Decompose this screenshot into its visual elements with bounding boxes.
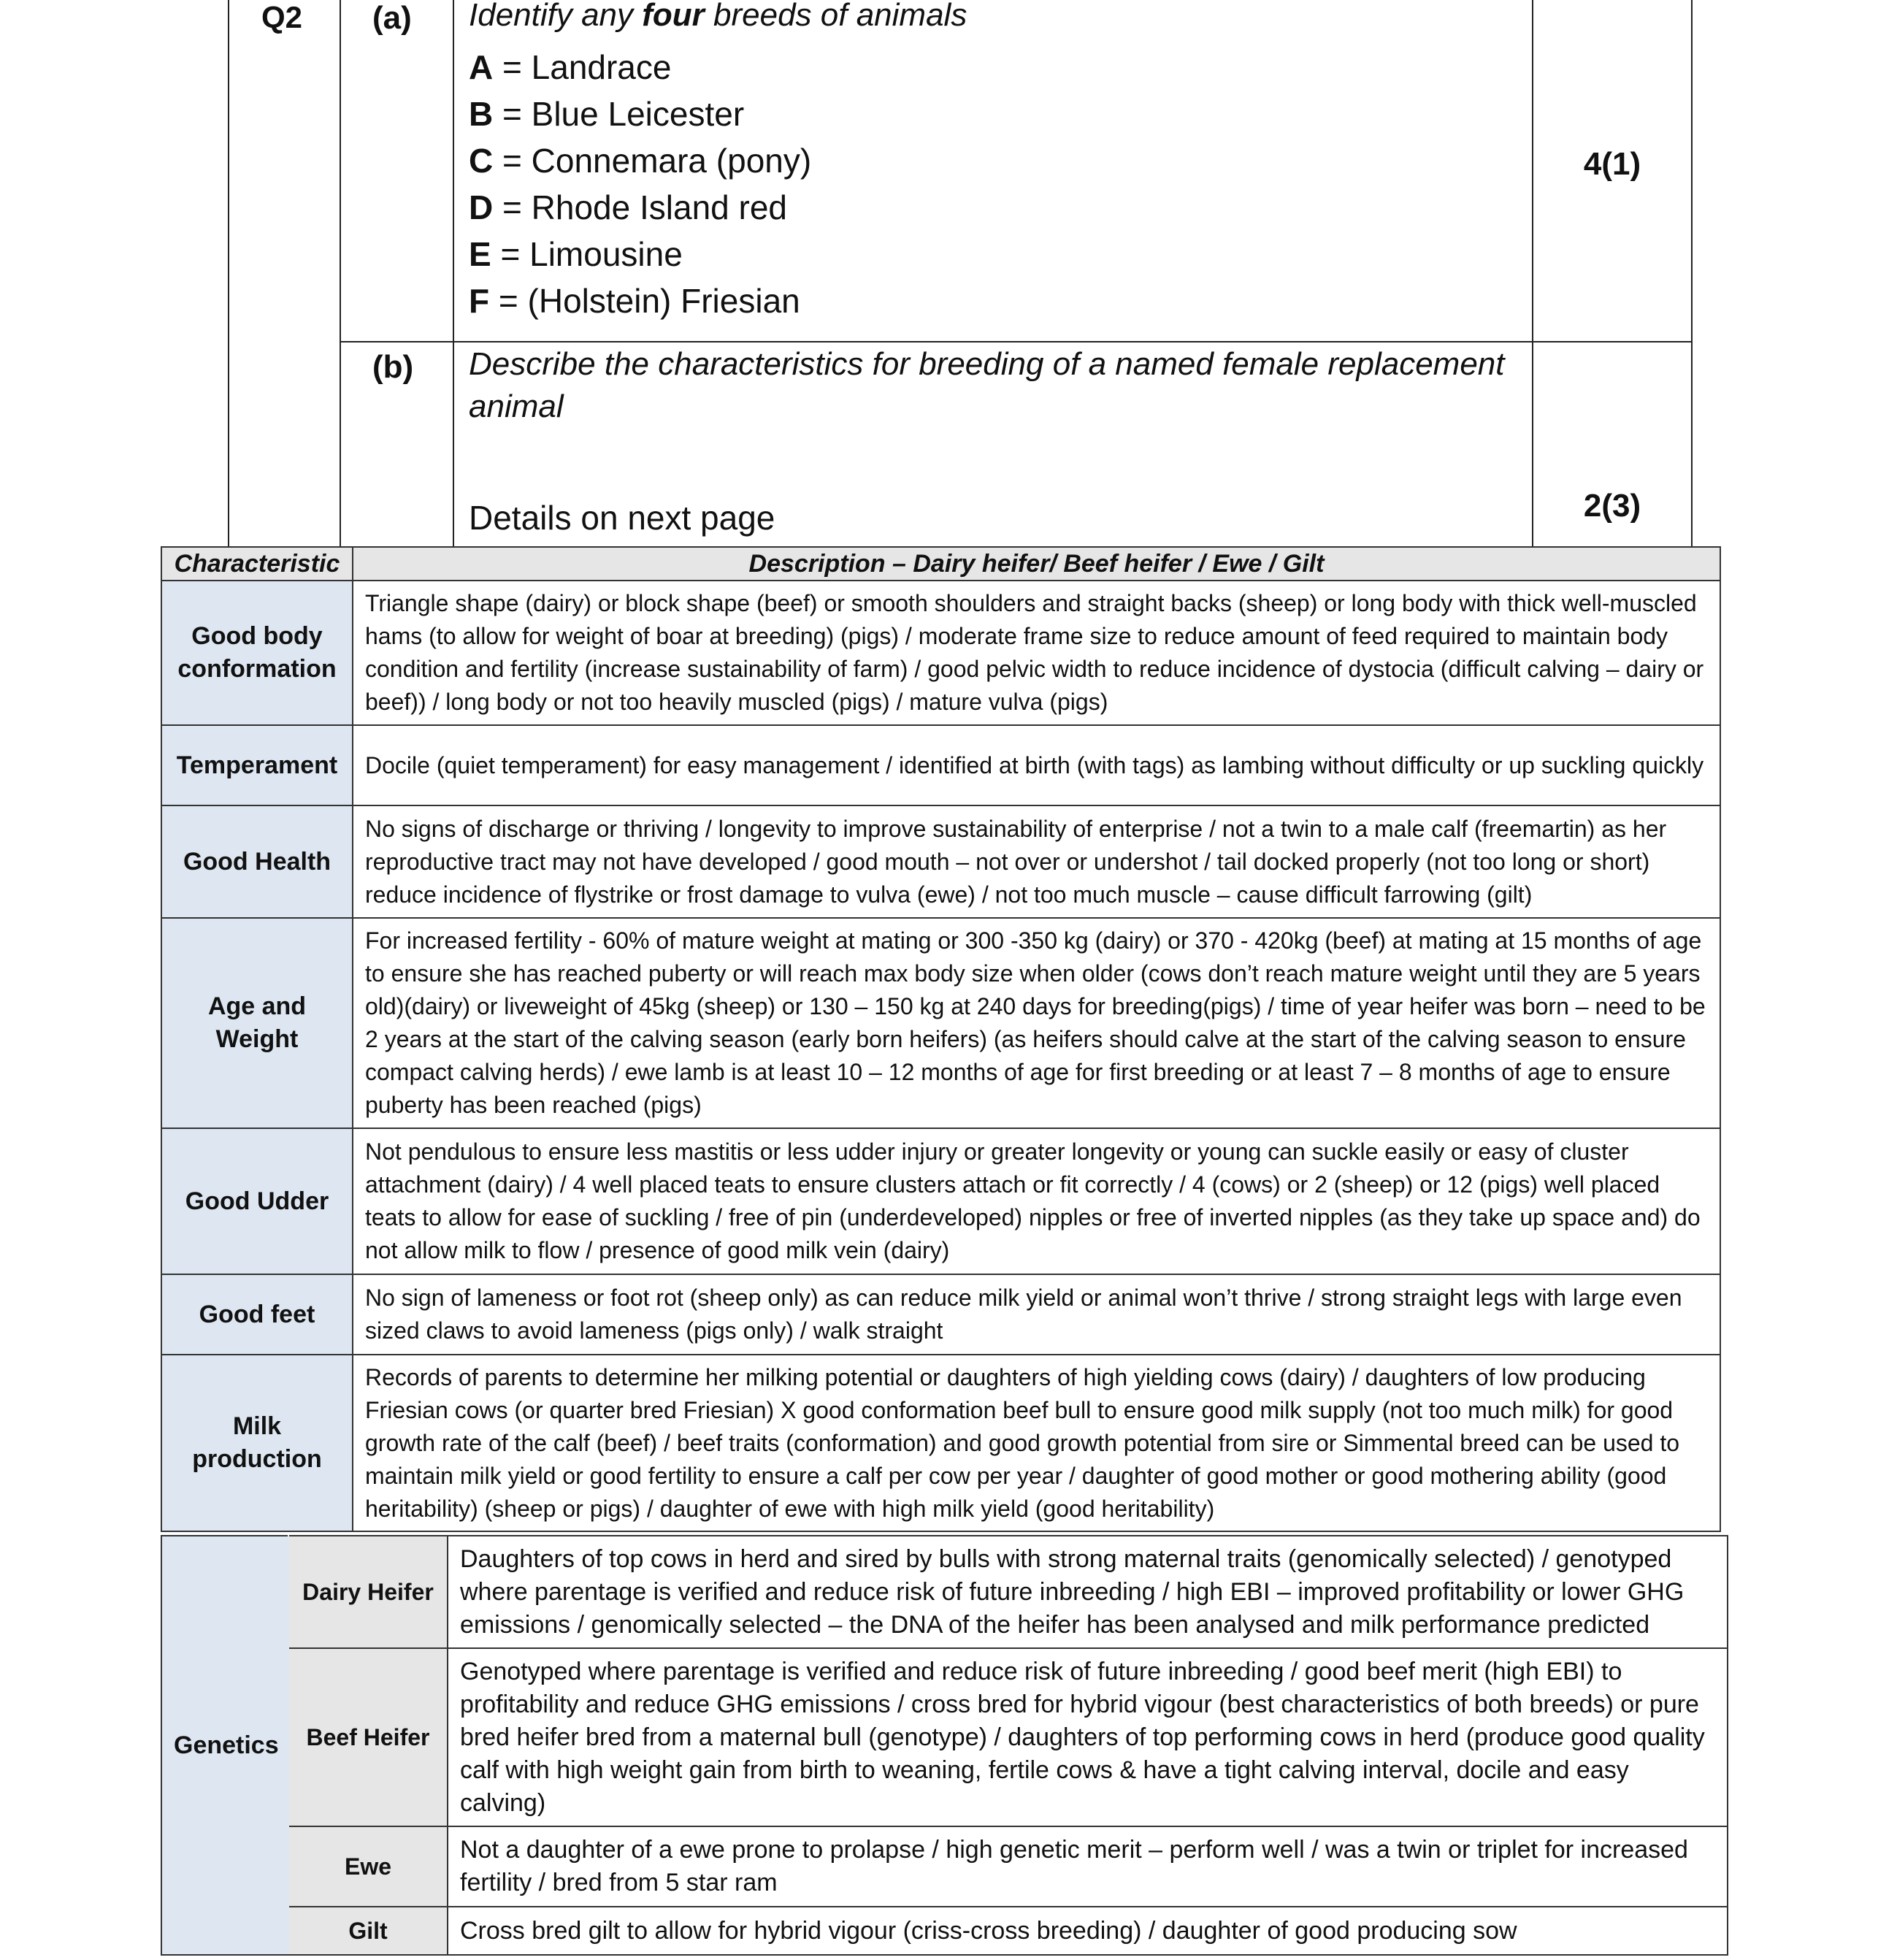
animal-label: Gilt bbox=[288, 1907, 448, 1955]
row-label: Good Health bbox=[161, 805, 353, 918]
answer-item: C = Connemara (pony) bbox=[469, 142, 812, 180]
border-col2 bbox=[453, 0, 454, 546]
part-b-marks: 2(3) bbox=[1583, 488, 1641, 524]
table-row bbox=[161, 1648, 1728, 1826]
answer-item: A = Landrace bbox=[469, 48, 672, 86]
table-row bbox=[161, 1907, 1728, 1955]
row-description: Not pendulous to ensure less mastitis or less udder injury or greater longevity or young can suckle easily or easy of cluster attachment (dairy) / 4 well placed teats to ensure clusters attach or fit correctly / 4 (cows) or 2 (sheep) or 12 (pigs) well placed teats to allow for ease of suckling / free of pin (underdeveloped) nipples or free of inverted nipples (as they take up space and) do not allow milk to flow / presence of good milk vein (dairy) bbox=[353, 1128, 1720, 1274]
animal-label: Ewe bbox=[288, 1826, 448, 1907]
row-description: Records of parents to determine her milking potential or daughters of high yielding cows (dairy) / daughters of low producing Friesian cows (or quarter bred Friesian) X good conformation beef bull to ensure good milk supply (not too much milk) for good growth rate of the calf (beef) / beef traits (conformation) and good growth potential from sire or Simmental breed can be used to maintain milk yield or good fertility to ensure a calf per cow per year / daughter of good mother or good mothering ability (good heritability) (sheep or pigs) / daughter of ewe with high milk yield (good heritability) bbox=[353, 1355, 1720, 1531]
question-number: Q2 bbox=[261, 0, 303, 34]
row-description: Daughters of top cows in herd and sired by bulls with strong maternal traits (genomically selected) / genotyped where parentage is verified and reduce risk of future inbreeding / high EBI – improved profitability or lower GHG emissions / genomically selected – the DNA of the heifer has been analysed and milk performance predicted bbox=[448, 1536, 1728, 1648]
answer-item: E = Limousine bbox=[469, 235, 683, 273]
part-b-label: (b) bbox=[372, 349, 414, 385]
table-row bbox=[161, 581, 1720, 725]
answer-item: F = (Holstein) Friesian bbox=[469, 282, 800, 320]
answer-item: B = Blue Leicester bbox=[469, 95, 745, 133]
row-description: Genotyped where parentage is verified and reduce risk of future inbreeding / good beef merit (high EBI) to profitability and reduce GHG emissions / cross bred for hybrid vigour (best characteristics of both breeds) or pure bred heifer bred from a maternal bull (genotype) / daughters of top performing cows in herd (produce good quality calf with high weight gain from birth to weaning, fertile cows & have a tight calving interval, docile and easy calving) bbox=[448, 1648, 1728, 1826]
row-label: Good feet bbox=[161, 1274, 353, 1355]
row-label: Milk production bbox=[161, 1355, 353, 1531]
table-header-row bbox=[161, 547, 1720, 581]
part-a-marks: 4(1) bbox=[1583, 146, 1641, 182]
breed-answer-list bbox=[469, 44, 811, 324]
row-label: Good Udder bbox=[161, 1128, 353, 1274]
row-description: Not a daughter of a ewe prone to prolapse / high genetic merit – perform well / was a twin or triplet for increased fertility / bred from 5 star ram bbox=[448, 1826, 1728, 1907]
table-row bbox=[161, 1128, 1720, 1274]
header-characteristic: Characteristic bbox=[161, 547, 353, 581]
genetics-table bbox=[161, 1535, 1728, 1956]
border-col1 bbox=[340, 0, 341, 546]
border-right bbox=[1691, 0, 1693, 546]
part-b-note: Details on next page bbox=[469, 499, 775, 537]
row-description: For increased fertility - 60% of mature weight at mating or 300 -350 kg (dairy) or 370 - 420kg (beef) at mating at 15 months of age to ensure she has reached puberty or will reach max body size when older (cows don’t reach mature weight until they are 5 years old)(dairy) or liveweight of 45kg (sheep) or 130 – 150 kg at 240 days for breeding(pigs) / time of year heifer was born – need to be 2 years at the start of the calving season (early born heifers) (as heifers should calve at the start of the calving season to ensure compact calving herds) / ewe lamb is at least 10 – 12 months of age for first breeding or at least 7 – 8 months of age to ensure puberty has been reached (pigs) bbox=[353, 918, 1720, 1128]
row-description: Docile (quiet temperament) for easy management / identified at birth (with tags) as lambing without difficulty or up suckling quickly bbox=[353, 725, 1720, 805]
answer-item: D = Rhode Island red bbox=[469, 188, 788, 226]
border-left bbox=[228, 0, 229, 546]
row-label: Good body conformation bbox=[161, 581, 353, 725]
border-col3 bbox=[1532, 0, 1533, 546]
table-row bbox=[161, 918, 1720, 1128]
header-description: Description – Dairy heifer/ Beef heifer / Ewe / Gilt bbox=[353, 547, 1720, 581]
part-a-prompt: Identify any four breeds of animals bbox=[469, 0, 967, 33]
animal-label: Beef Heifer bbox=[288, 1648, 448, 1826]
row-description: No signs of discharge or thriving / longevity to improve sustainability of enterprise / not a twin to a male calf (freemartin) as her reproductive tract may not have developed / good mouth – not over or undershot / tail docked properly (not too long or short) reduce incidence of flystrike or frost damage to vulva (ewe) / not too much muscle – cause difficult farrowing (gilt) bbox=[353, 805, 1720, 918]
part-a-label: (a) bbox=[372, 0, 412, 36]
part-b-prompt: Describe the characteristics for breeding of a named female replacement animal bbox=[469, 346, 1505, 424]
table-row bbox=[161, 1826, 1728, 1907]
table-row bbox=[161, 1536, 1728, 1648]
genetics-label: Genetics bbox=[161, 1536, 288, 1955]
table-row bbox=[161, 805, 1720, 918]
part-separator bbox=[340, 341, 1693, 342]
row-label: Age and Weight bbox=[161, 918, 353, 1128]
animal-label: Dairy Heifer bbox=[288, 1536, 448, 1648]
table-row bbox=[161, 725, 1720, 805]
row-description: Triangle shape (dairy) or block shape (beef) or smooth shoulders and straight backs (sheep) or long body with thick well-muscled hams (to allow for weight of boar at breeding) (pigs) / moderate frame size to reduce amount of feed required to maintain body condition and fertility (increase sustainability of farm) / good pelvic width to reduce incidence of dystocia (difficult calving – dairy or beef)) / long body or not too heavily muscled (pigs) / mature vulva (pigs) bbox=[353, 581, 1720, 725]
table-row bbox=[161, 1274, 1720, 1355]
row-description: Cross bred gilt to allow for hybrid vigour (criss-cross breeding) / daughter of good producing sow bbox=[448, 1907, 1728, 1955]
characteristics-table bbox=[161, 546, 1721, 1532]
table-row bbox=[161, 1355, 1720, 1531]
row-label: Temperament bbox=[161, 725, 353, 805]
row-description: No sign of lameness or foot rot (sheep only) as can reduce milk yield or animal won’t thrive / strong straight legs with large even sized claws to avoid lameness (pigs only) / walk straight bbox=[353, 1274, 1720, 1355]
